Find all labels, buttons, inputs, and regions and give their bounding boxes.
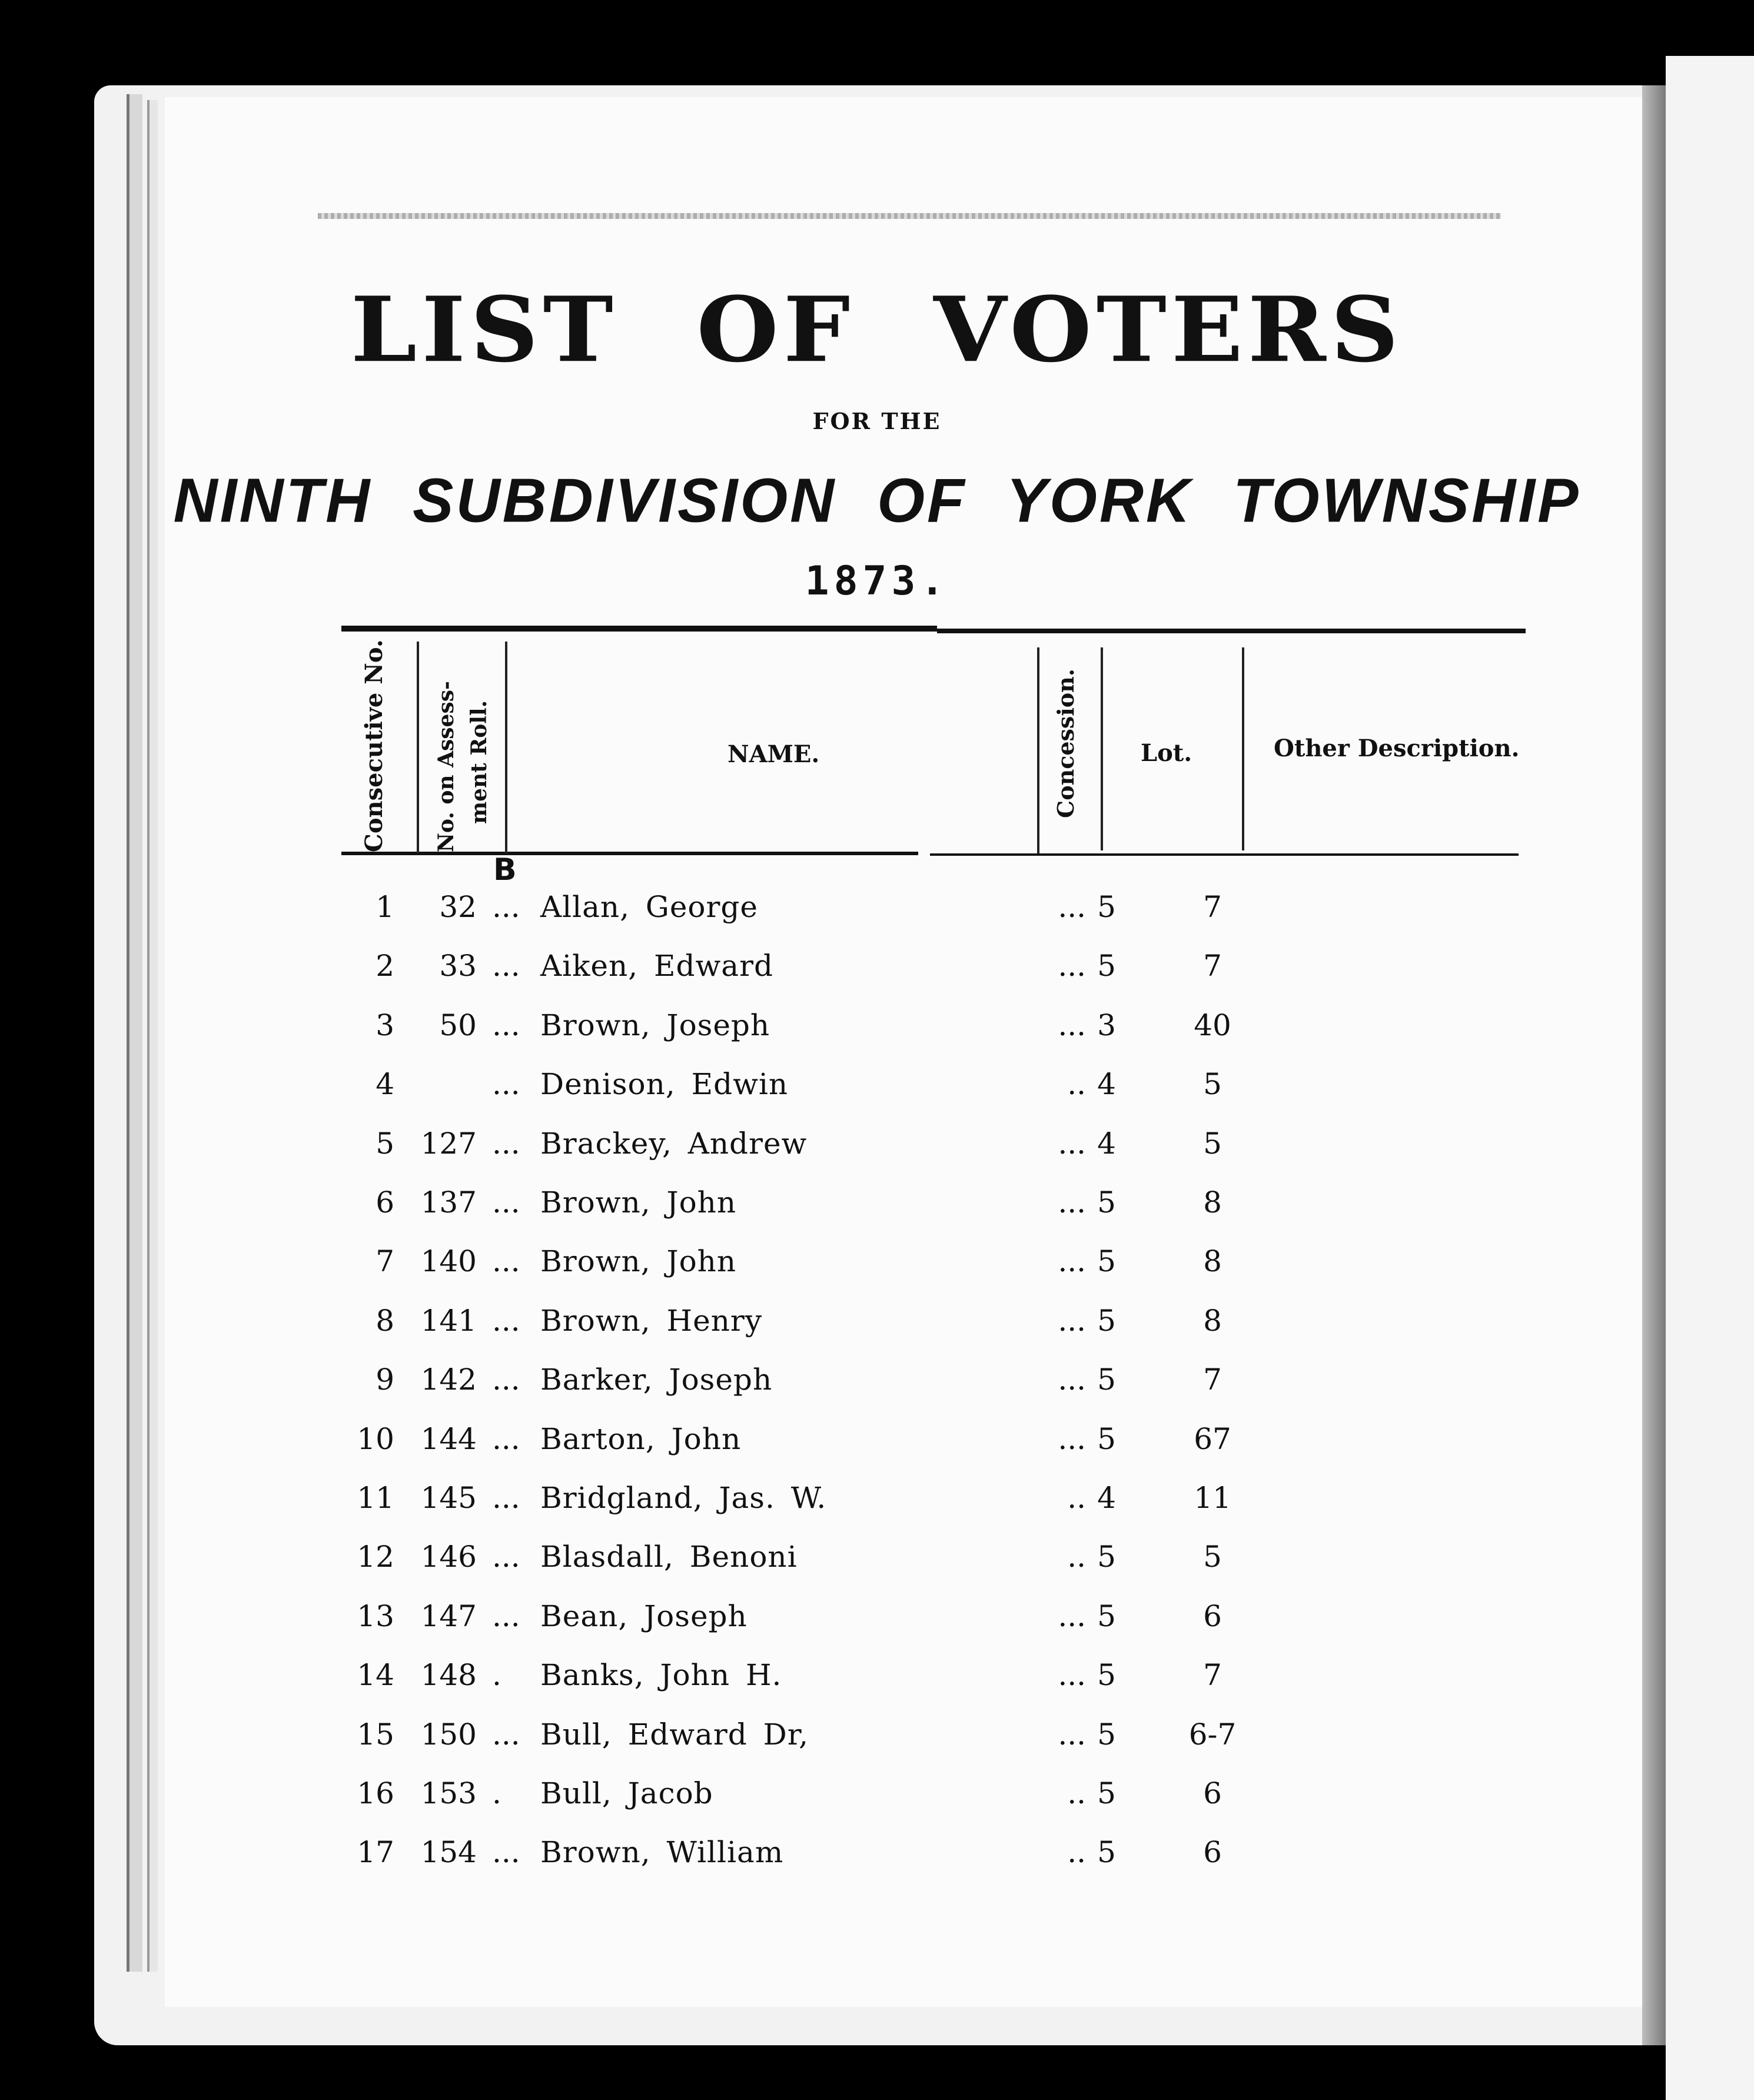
consecutive-no: 4 xyxy=(376,1067,394,1102)
leader-dots: ... xyxy=(492,949,520,983)
assessment-no: 140 xyxy=(420,1244,477,1279)
leader-dots: ... xyxy=(1058,1185,1086,1220)
table-row xyxy=(0,1069,1754,1128)
leader-dots: ... xyxy=(492,890,520,924)
assessment-no: 33 xyxy=(439,949,477,983)
leader-dots: ... xyxy=(492,1599,520,1633)
concession: 4 xyxy=(1097,1126,1116,1161)
voter-name: Aiken, Edward xyxy=(540,949,773,983)
voter-name: Bridgland, Jas. W. xyxy=(540,1481,827,1515)
consecutive-no: 3 xyxy=(376,1008,394,1042)
leader-dots: ... xyxy=(492,1185,520,1220)
leader-dots: .. xyxy=(1067,1776,1086,1810)
leader-dots: ... xyxy=(1058,1126,1086,1161)
concession: 5 xyxy=(1097,1599,1116,1633)
leader-dots: ... xyxy=(1058,1244,1086,1279)
table-row xyxy=(0,1660,1754,1719)
table-row xyxy=(0,1365,1754,1424)
concession: 5 xyxy=(1097,1835,1116,1870)
lot: 5 xyxy=(1203,1126,1222,1161)
table-row xyxy=(0,1008,1754,1069)
table-header-rule xyxy=(930,853,1519,856)
document-title: LIST OF VOTERS xyxy=(350,277,1404,383)
leader-dots: ... xyxy=(492,1717,520,1752)
lot: 6-7 xyxy=(1188,1717,1237,1752)
leader-dots: ... xyxy=(1058,1303,1086,1338)
leader-dots: ... xyxy=(1058,1363,1086,1397)
table-row xyxy=(0,1303,1754,1365)
table-header-rule xyxy=(341,852,918,855)
voter-name: Barker, Joseph xyxy=(540,1363,773,1397)
assessment-no: 148 xyxy=(420,1658,477,1693)
assessment-no: 153 xyxy=(420,1776,477,1810)
voter-name: Brackey, Andrew xyxy=(540,1126,808,1161)
assessment-no: 150 xyxy=(420,1717,477,1752)
table-row xyxy=(0,951,1754,1010)
assessment-no: 50 xyxy=(439,1008,477,1042)
concession: 5 xyxy=(1097,1363,1116,1397)
leader-dots: ... xyxy=(492,1126,520,1161)
voter-name: Banks, John H. xyxy=(540,1658,782,1693)
lot: 6 xyxy=(1203,1835,1222,1870)
assessment-no: 145 xyxy=(420,1481,477,1515)
concession: 5 xyxy=(1097,1185,1116,1220)
voter-name: Blasdall, Benoni xyxy=(540,1540,798,1574)
leader-dots: ... xyxy=(1058,949,1086,983)
lot: 7 xyxy=(1203,1363,1222,1397)
lot: 67 xyxy=(1194,1421,1231,1456)
leader-dots: ... xyxy=(1058,1658,1086,1693)
leader-dots: ... xyxy=(492,1008,520,1042)
concession: 5 xyxy=(1097,1540,1116,1574)
column-divider xyxy=(417,642,419,853)
table-row xyxy=(0,1835,1754,1896)
assessment-no: 127 xyxy=(420,1126,477,1161)
voter-name: Brown, William xyxy=(540,1835,784,1870)
table-row xyxy=(0,1126,1754,1188)
voter-name: Denison, Edwin xyxy=(540,1067,789,1102)
leader-dots: ... xyxy=(1058,1717,1086,1752)
voter-name: Bull, Edward Dr, xyxy=(540,1717,809,1752)
concession: 4 xyxy=(1097,1481,1116,1515)
leader-dots: . xyxy=(492,1658,501,1693)
lot: 8 xyxy=(1203,1244,1222,1279)
concession: 5 xyxy=(1097,1244,1116,1279)
lot: 5 xyxy=(1203,1067,1222,1102)
leader-dots: ... xyxy=(492,1244,520,1279)
consecutive-no: 17 xyxy=(357,1835,394,1870)
voter-name: Barton, John xyxy=(540,1421,742,1456)
consecutive-no: 5 xyxy=(376,1126,394,1161)
table-row xyxy=(0,1483,1754,1542)
consecutive-no: 14 xyxy=(357,1658,394,1693)
table-row xyxy=(0,1542,1754,1601)
lot: 5 xyxy=(1203,1540,1222,1574)
leader-dots: ... xyxy=(492,1421,520,1456)
voter-name: Allan, George xyxy=(540,890,759,924)
assessment-no: 137 xyxy=(420,1185,477,1220)
lot: 6 xyxy=(1203,1599,1222,1633)
table-row xyxy=(0,1601,1754,1660)
leader-dots: ... xyxy=(492,1835,520,1870)
table-top-rule xyxy=(341,626,937,632)
leader-dots: ... xyxy=(492,1067,520,1102)
title-connector: FOR THE xyxy=(812,408,942,434)
lot: 7 xyxy=(1203,1658,1222,1693)
column-divider xyxy=(1037,647,1039,853)
header-assessment-no-line2: ment Roll. xyxy=(467,700,491,824)
section-letter: B xyxy=(493,852,517,888)
assessment-no: 141 xyxy=(420,1303,477,1338)
voter-name: Bean, Joseph xyxy=(540,1599,748,1633)
consecutive-no: 7 xyxy=(376,1244,394,1279)
concession: 5 xyxy=(1097,1303,1116,1338)
header-concession: Concession. xyxy=(1052,669,1079,818)
consecutive-no: 11 xyxy=(357,1481,394,1515)
table-row xyxy=(0,1185,1754,1247)
leader-dots: ... xyxy=(492,1363,520,1397)
consecutive-no: 2 xyxy=(376,949,394,983)
leader-dots: ... xyxy=(492,1540,520,1574)
leader-dots: .. xyxy=(1067,1540,1086,1574)
leader-dots: ... xyxy=(1058,1008,1086,1042)
header-lot: Lot. xyxy=(1141,739,1192,767)
consecutive-no: 13 xyxy=(357,1599,394,1633)
leader-dots: ... xyxy=(492,1481,520,1515)
subdivision-heading: NINTH SUBDIVISION OF YORK TOWNSHIP xyxy=(173,466,1581,536)
voter-name: Bull, Jacob xyxy=(540,1776,713,1810)
leader-dots: ... xyxy=(492,1303,520,1338)
lot: 11 xyxy=(1194,1481,1231,1515)
lot: 6 xyxy=(1203,1776,1222,1810)
consecutive-no: 6 xyxy=(376,1185,394,1220)
table-row xyxy=(0,1776,1754,1838)
table-top-rule xyxy=(937,629,1526,633)
consecutive-no: 12 xyxy=(357,1540,394,1574)
consecutive-no: 9 xyxy=(376,1363,394,1397)
column-divider xyxy=(1101,647,1103,850)
table-row xyxy=(0,892,1754,951)
leader-dots: ... xyxy=(1058,1599,1086,1633)
assessment-no: 147 xyxy=(420,1599,477,1633)
assessment-no: 154 xyxy=(420,1835,477,1870)
assessment-no: 146 xyxy=(420,1540,477,1574)
lot: 8 xyxy=(1203,1303,1222,1338)
concession: 5 xyxy=(1097,949,1116,983)
consecutive-no: 10 xyxy=(357,1421,394,1456)
concession: 4 xyxy=(1097,1067,1116,1102)
concession: 5 xyxy=(1097,890,1116,924)
assessment-no: 32 xyxy=(439,890,477,924)
concession: 5 xyxy=(1097,1717,1116,1752)
column-divider xyxy=(1242,647,1244,850)
lot: 40 xyxy=(1194,1008,1231,1042)
concession: 3 xyxy=(1097,1008,1116,1042)
consecutive-no: 16 xyxy=(357,1776,394,1810)
consecutive-no: 15 xyxy=(357,1717,394,1752)
concession: 5 xyxy=(1097,1658,1116,1693)
table-row xyxy=(0,1244,1754,1305)
table-row xyxy=(0,1421,1754,1483)
consecutive-no: 8 xyxy=(376,1303,394,1338)
voter-name: Brown, Henry xyxy=(540,1303,763,1338)
voter-name: Brown, Joseph xyxy=(540,1008,770,1042)
leader-dots: ... xyxy=(1058,890,1086,924)
leader-dots: .. xyxy=(1067,1067,1086,1102)
leader-dots: ... xyxy=(1058,1421,1086,1456)
header-assessment-no-line1: No. on Assess- xyxy=(434,681,459,852)
lot: 7 xyxy=(1203,890,1222,924)
leader-dots: .. xyxy=(1067,1481,1086,1515)
bleed-through-rule xyxy=(318,213,1501,219)
concession: 5 xyxy=(1097,1421,1116,1456)
concession: 5 xyxy=(1097,1776,1116,1810)
header-name: NAME. xyxy=(727,740,820,768)
leader-dots: . xyxy=(492,1776,501,1810)
voter-name: Brown, John xyxy=(540,1244,737,1279)
consecutive-no: 1 xyxy=(376,890,394,924)
column-divider xyxy=(505,642,507,853)
assessment-no: 142 xyxy=(420,1363,477,1397)
lot: 7 xyxy=(1203,949,1222,983)
voter-name: Brown, John xyxy=(540,1185,737,1220)
lot: 8 xyxy=(1203,1185,1222,1220)
table-row xyxy=(0,1717,1754,1779)
document-year: 1873. xyxy=(805,558,949,604)
header-other-description: Other Description. xyxy=(1274,735,1520,762)
assessment-no: 144 xyxy=(420,1421,477,1456)
header-consecutive-no: Consecutive No. xyxy=(360,639,388,852)
leader-dots: .. xyxy=(1067,1835,1086,1870)
